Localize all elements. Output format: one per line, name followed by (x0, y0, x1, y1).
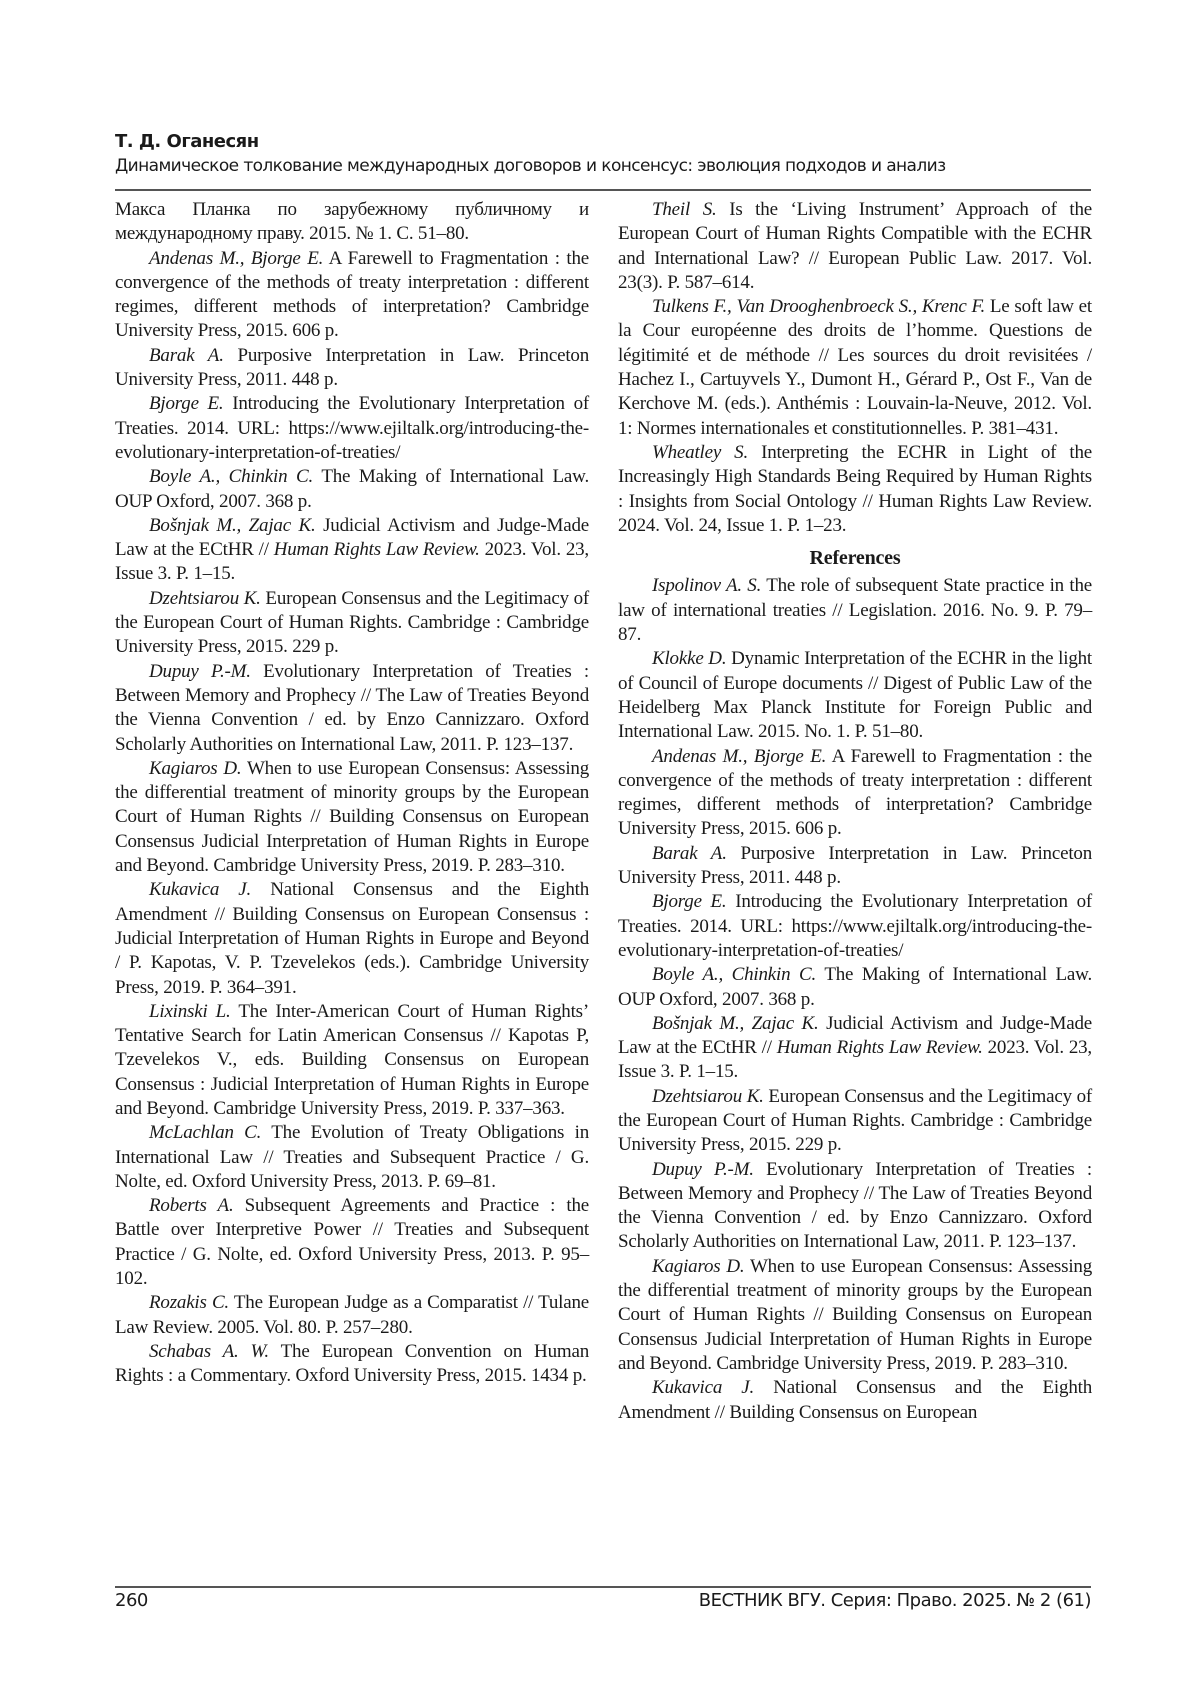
article-author: Т. Д. Оганесян (115, 131, 259, 152)
entry-author: Andenas M., Bjorge E. (652, 746, 826, 767)
bibliography-entry (115, 660, 589, 757)
entry-text: Judicial Activism and Judge-Made Law at the ECtHR // (618, 1013, 1092, 1058)
entry-text: A Farewell to Fragmentation : the convergence of the methods of treaty interpretation : different regimes, different methods of interpretation? Cambridge University Press, 2015. 606 p. (618, 746, 1092, 840)
bibliography-entry (115, 757, 589, 878)
bibliography-entry (115, 344, 589, 393)
entry-text: Purposive Interpretation in Law. Princeton University Press, 2011. 448 p. (115, 345, 589, 390)
entry-author: Dzehtsiarou K. (652, 1086, 764, 1107)
bibliography-entry (115, 1121, 589, 1194)
bibliography-entry (115, 1291, 589, 1340)
header-rule (115, 189, 1091, 191)
entry-author: Barak A. (149, 345, 224, 366)
entry-text: Is the ‘Living Instrument’ Approach of the European Court of Human Rights Compatible with the ECHR and International Law? // European Public Law. 2017. Vol. 23(3). P. 587–614. (618, 199, 1092, 293)
left-column (115, 198, 589, 1389)
entry-text: National Consensus and the Eighth Amendment // Building Consensus on European Consensus : Judicial Interpretation of Human Rights in Europe and Beyond / P. Kapotas, V. P. Tzevelekos (eds.). Cambridge University Press, 2019. P. 364–391. (115, 879, 589, 997)
right-column (618, 198, 1092, 1425)
entry-author: Klokke D. (652, 648, 726, 669)
entry-author: Dupuy P.-M. (652, 1159, 754, 1180)
bibliography-entry (618, 1158, 1092, 1255)
entry-text: The Making of International Law. OUP Oxford, 2007. 368 p. (115, 466, 589, 511)
bibliography-entry (618, 890, 1092, 963)
entry-author: Kagiaros D. (149, 758, 241, 779)
entry-text: Introducing the Evolutionary Interpretation of Treaties. 2014. URL: https://www.ejiltalk.org/introducing-the-evolutionary-interpretation-of-treaties/ (618, 891, 1092, 961)
entry-author: Boyle A., Chinkin C. (149, 466, 313, 487)
bibliography-entry (115, 247, 589, 344)
article-title: Динамическое толкование международных договоров и консенсус: эволюция подходов и анализ (115, 156, 946, 176)
entry-text: Макса Планка по зарубежному публичному и международному праву. 2015. № 1. С. 51–80. (115, 199, 589, 244)
bibliography-entry (115, 465, 589, 514)
bibliography-entry (618, 647, 1092, 744)
entry-text: 2023. Vol. 23, Issue 3. P. 1–15. (618, 1037, 1092, 1082)
entry-text: When to use European Consensus: Assessing the differential treatment of minority groups by the European Court of Human Rights // Building Consensus on European Consensus Judicial Interpretation of Human Rights in Europe and Beyond. Cambridge University Press, 2019. P. 283–310. (618, 1256, 1092, 1374)
entry-text: The European Convention on Human Rights : a Commentary. Oxford University Press, 2015. 1434 p. (115, 1341, 589, 1386)
bibliography-entry (115, 878, 589, 999)
entry-text: Le soft law et la Cour européenne des droits de l’homme. Questions de légitimité et de méthode // Les sources du droit revisitées / Hachez I., Cartuyvels Y., Dumont H., Gérard P., Ost F., Van de Kerchove M. (eds.). Anthémis : Louvain-la-Neuve, 2012. Vol. 1: Normes internationales et constitutionnelles. P. 381–431. (618, 296, 1092, 438)
entry-text: When to use European Consensus: Assessing the differential treatment of minority groups by the European Court of Human Rights // Building Consensus on European Consensus Judicial Interpretation of Human Rights in Europe and Beyond. Cambridge University Press, 2019. P. 283–310. (115, 758, 589, 876)
entry-text: Evolutionary Interpretation of Treaties : Between Memory and Prophecy // The Law of Treaties Beyond the Vienna Convention / ed. by Enzo Cannizzaro. Oxford Scholarly Authorities on International Law, 2011. P. 123–137. (618, 1159, 1092, 1253)
bibliography-entry (618, 842, 1092, 891)
entry-text: Human Rights Law Review. (274, 539, 480, 560)
entry-author: Bjorge E. (652, 891, 727, 912)
entry-author: Tulkens F., Van Drooghenbroeck S., Krenc F. (652, 296, 985, 317)
entry-text: The Inter-American Court of Human Rights’ Tentative Search for Latin American Consensus // Kapotas P, Tzevelekos V., eds. Building Consensus on European Consensus : Judicial Interpretation of Human Rights in Europe and Beyond. Cambridge University Press, 2019. P. 337–363. (115, 1001, 589, 1119)
bibliography-entry (115, 1000, 589, 1121)
bibliography-entry (618, 1012, 1092, 1085)
bibliography-entry (115, 198, 589, 247)
entry-author: Ispolinov A. S. (652, 575, 761, 596)
entry-text: Introducing the Evolutionary Interpretation of Treaties. 2014. URL: https://www.ejiltalk.org/introducing-the-evolutionary-interpretation-of-treaties/ (115, 393, 589, 463)
entry-text: European Consensus and the Legitimacy of the European Court of Human Rights. Cambridge : Cambridge University Press, 2015. 229 p. (618, 1086, 1092, 1156)
entry-author: Roberts A. (149, 1195, 234, 1216)
entry-author: Rozakis C. (149, 1292, 229, 1313)
entry-author: Boyle A., Chinkin C. (652, 964, 816, 985)
entry-author: Kagiaros D. (652, 1256, 744, 1277)
entry-text: Subsequent Agreements and Practice : the Battle over Interpretive Power // Treaties and Subsequent Practice / G. Nolte, ed. Oxford University Press, 2013. P. 95–102. (115, 1195, 589, 1289)
bibliography-entry (618, 1085, 1092, 1158)
entry-text: Judicial Activism and Judge-Made Law at the ECtHR // (115, 515, 589, 560)
entry-text: The Evolution of Treaty Obligations in International Law // Treaties and Subsequent Practice / G. Nolte, ed. Oxford University Press, 2013. P. 69–81. (115, 1122, 589, 1192)
footer-rule (115, 1586, 1091, 1588)
journal-footer: ВЕСТНИК ВГУ. Серия: Право. 2025. № 2 (61) (699, 1590, 1091, 1611)
entry-author: Barak A. (652, 843, 727, 864)
entry-author: Wheatley S. (652, 442, 748, 463)
entry-text: Interpreting the ECHR in Light of the Increasingly High Standards Being Required by Human Rights : Insights from Social Ontology // Human Rights Law Review. 2024. Vol. 24, Issue 1. P. 1–23. (618, 442, 1092, 536)
bibliography-entry (618, 1255, 1092, 1376)
entry-author: Kukavica J. (652, 1377, 754, 1398)
entry-text: 2023. Vol. 23, Issue 3. P. 1–15. (115, 539, 589, 584)
bibliography-entry (618, 963, 1092, 1012)
entry-author: Bošnjak M., Zajac K. (149, 515, 316, 536)
entry-author: Lixinski L. (149, 1001, 231, 1022)
entry-text: European Consensus and the Legitimacy of the European Court of Human Rights. Cambridge : Cambridge University Press, 2015. 229 p. (115, 588, 589, 658)
bibliography-entry (115, 587, 589, 660)
entry-author: Bjorge E. (149, 393, 224, 414)
entry-author: Andenas M., Bjorge E. (149, 248, 323, 269)
entry-text: Human Rights Law Review. (777, 1037, 983, 1058)
entry-author: Theil S. (652, 199, 717, 220)
entry-text: Purposive Interpretation in Law. Princeton University Press, 2011. 448 p. (618, 843, 1092, 888)
bibliography-entry (618, 441, 1092, 538)
bibliography-entry (618, 574, 1092, 647)
entry-author: Schabas A. W. (149, 1341, 269, 1362)
bibliography-entry (115, 514, 589, 587)
entry-text: National Consensus and the Eighth Amendment // Building Consensus on European (618, 1377, 1092, 1422)
bibliography-entry (115, 1340, 589, 1389)
entry-text: The European Judge as a Comparatist // Tulane Law Review. 2005. Vol. 80. P. 257–280. (115, 1292, 589, 1337)
entry-author: Dzehtsiarou K. (149, 588, 261, 609)
entry-text: The role of subsequent State practice in the law of international treaties // Legislation. 2016. No. 9. P. 79–87. (618, 575, 1092, 645)
entry-author: McLachlan C. (149, 1122, 261, 1143)
page-number: 260 (115, 1590, 148, 1611)
entry-text: Dynamic Interpretation of the ECHR in the light of Council of Europe documents // Digest of Public Law of the Heidelberg Max Planck Institute for Foreign Public and International Law. 2015. No. 1. P. 51–80. (618, 648, 1092, 742)
entry-author: Dupuy P.-M. (149, 661, 251, 682)
bibliography-entry (618, 295, 1092, 441)
entry-author: Bošnjak M., Zajac K. (652, 1013, 819, 1034)
references-heading: References (618, 546, 1092, 570)
bibliography-entry (618, 745, 1092, 842)
bibliography-entry (115, 392, 589, 465)
bibliography-entry (618, 1376, 1092, 1425)
entry-text: Evolutionary Interpretation of Treaties : Between Memory and Prophecy // The Law of Treaties Beyond the Vienna Convention / ed. by Enzo Cannizzaro. Oxford Scholarly Authorities on International Law, 2011. P. 123–137. (115, 661, 589, 755)
entry-text: A Farewell to Fragmentation : the convergence of the methods of treaty interpretation : different regimes, different methods of interpretation? Cambridge University Press, 2015. 606 p. (115, 248, 589, 342)
entry-author: Kukavica J. (149, 879, 251, 900)
bibliography-entry (115, 1194, 589, 1291)
entry-text: The Making of International Law. OUP Oxford, 2007. 368 p. (618, 964, 1092, 1009)
bibliography-entry (618, 198, 1092, 295)
